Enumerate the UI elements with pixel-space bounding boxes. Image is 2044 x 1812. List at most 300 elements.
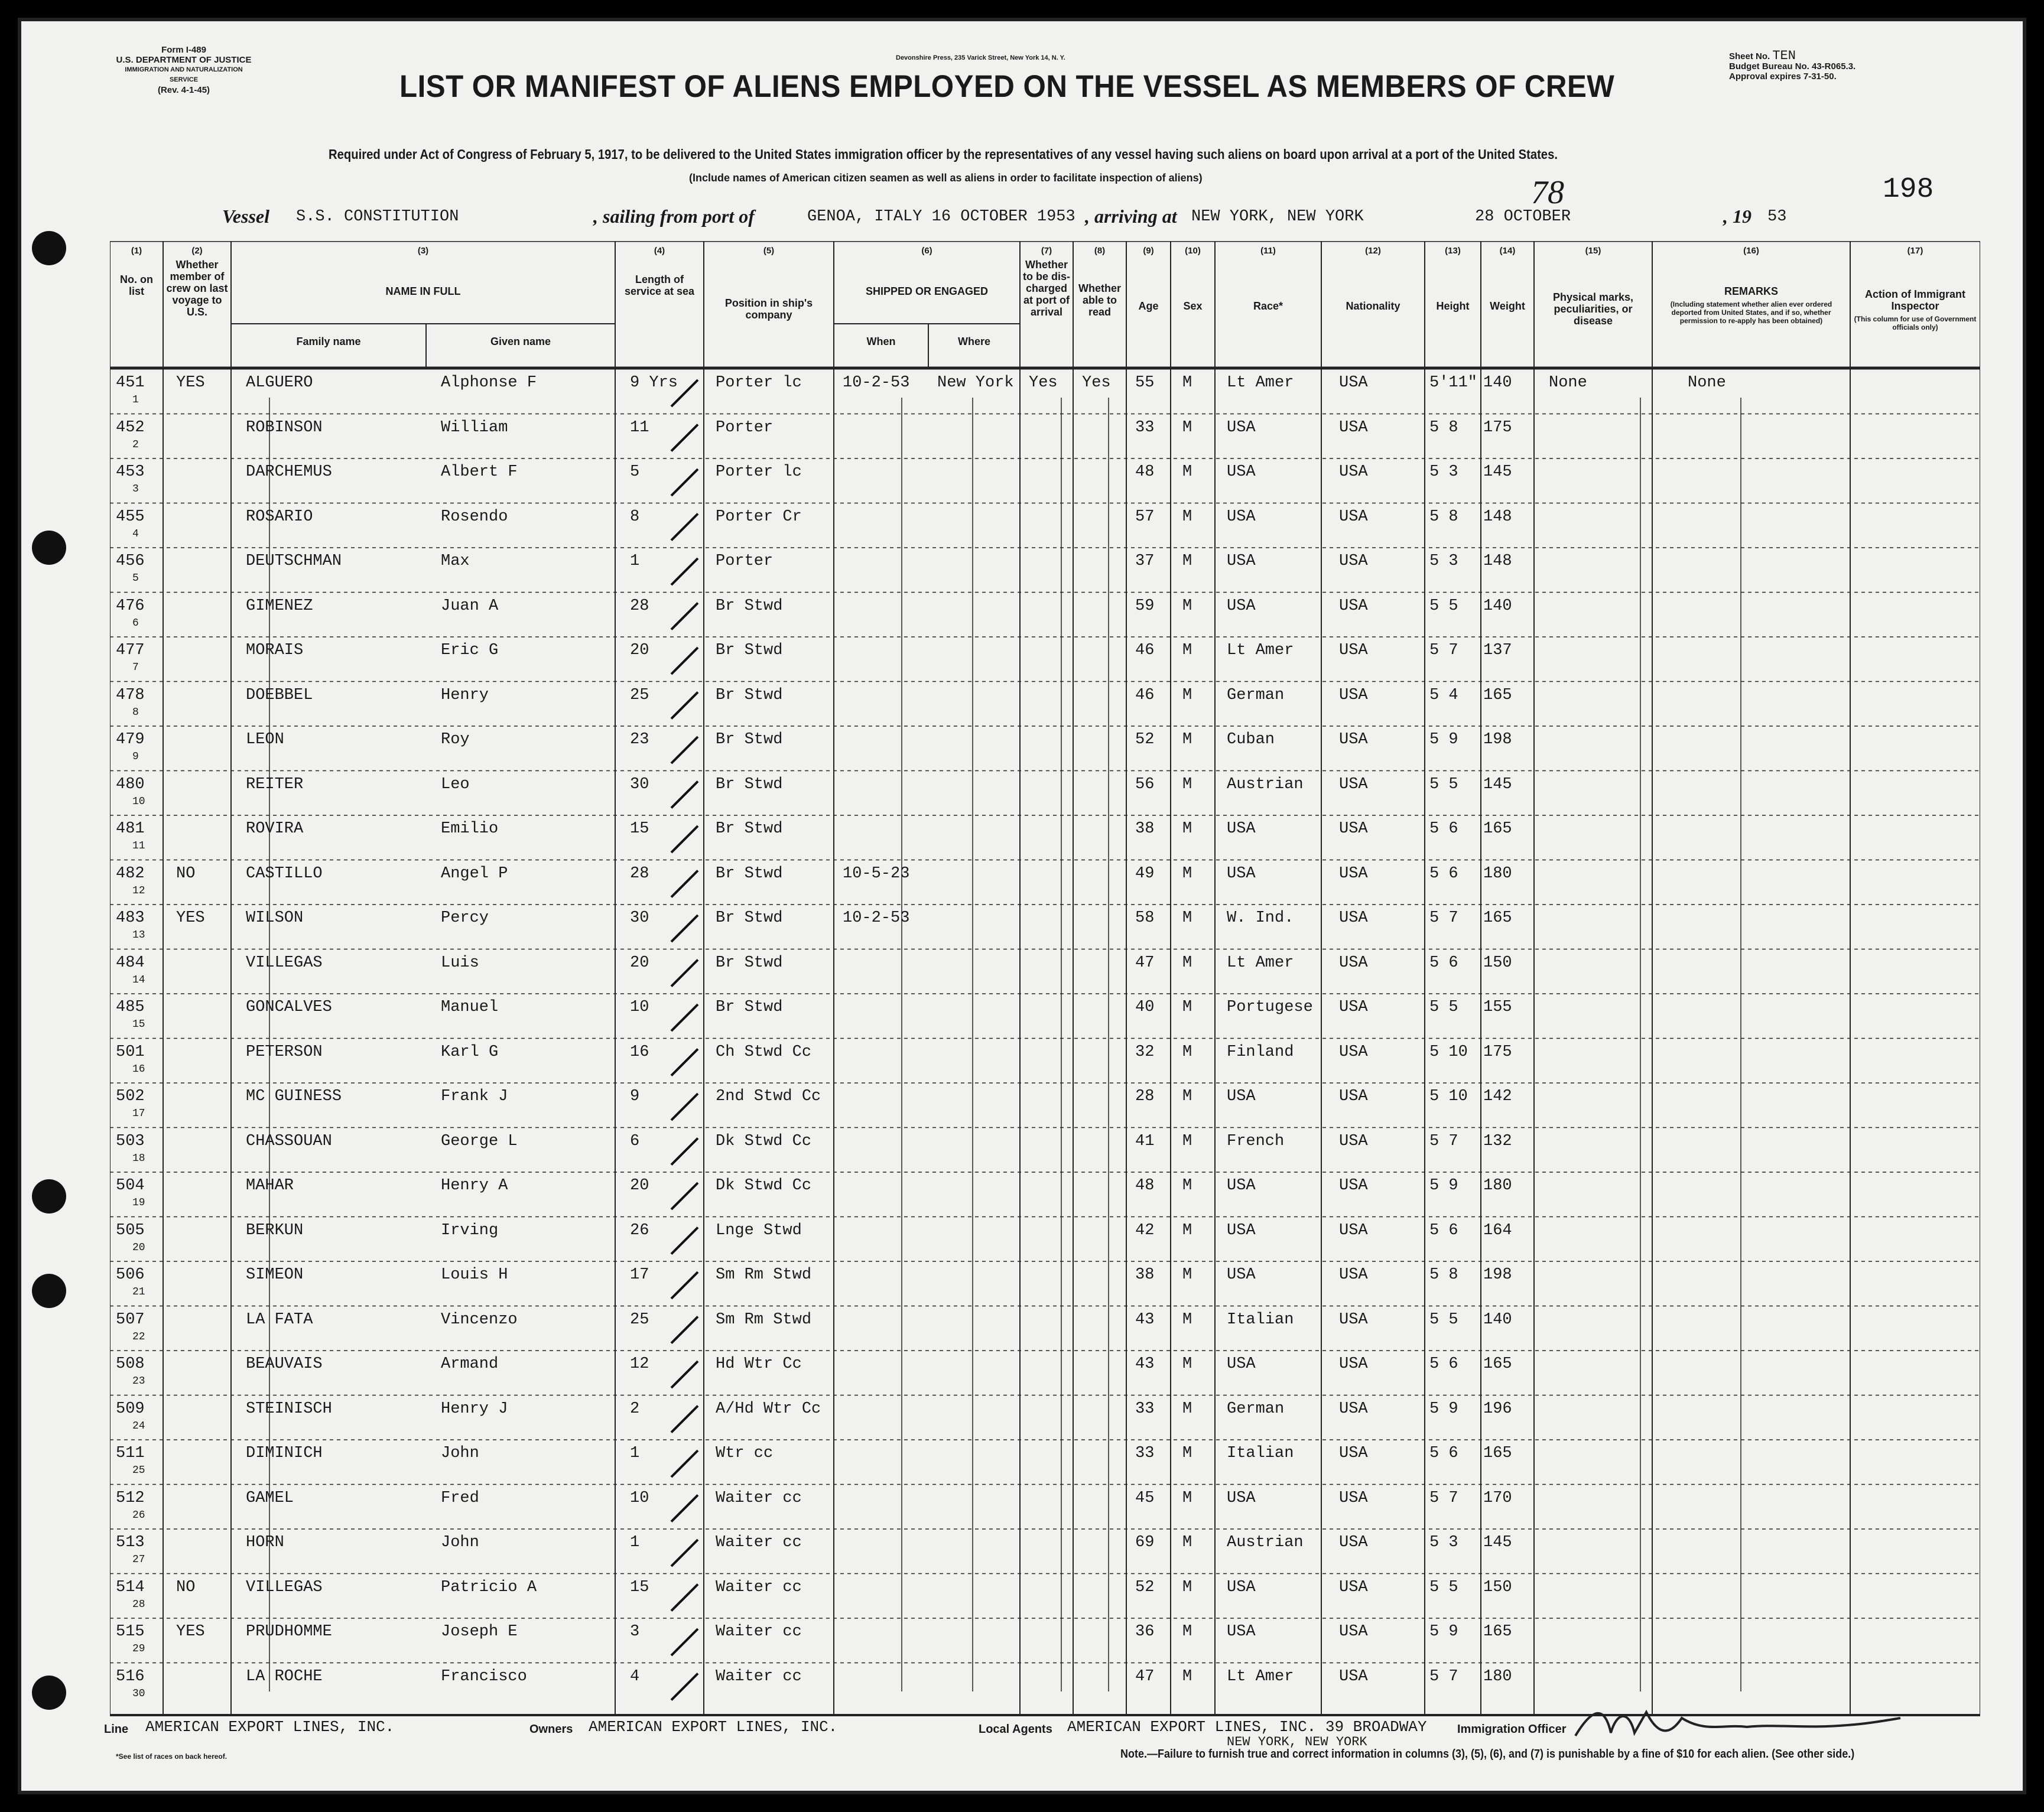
cell-sex: M bbox=[1182, 1355, 1192, 1373]
column-number: (5) bbox=[763, 246, 775, 256]
sailing-label: , sailing from port of bbox=[593, 206, 755, 227]
cell-no: 452 bbox=[116, 418, 145, 437]
cell-no: 505 bbox=[116, 1221, 145, 1240]
cell-service: 2 bbox=[630, 1400, 640, 1418]
cell-height: 5 3 bbox=[1429, 552, 1458, 570]
cell-crew: YES bbox=[176, 374, 205, 392]
cell-position: Porter Cr bbox=[716, 508, 802, 526]
cell-height: 5 9 bbox=[1429, 1623, 1458, 1641]
cell-remarks: None bbox=[1688, 374, 1726, 392]
cell-no: 476 bbox=[116, 597, 145, 615]
cell-given: Leo bbox=[441, 775, 470, 793]
cell-no: 512 bbox=[116, 1489, 145, 1507]
cell-height: 5 4 bbox=[1429, 686, 1458, 704]
cell-age: 46 bbox=[1135, 642, 1155, 659]
cell-given: John bbox=[441, 1445, 479, 1462]
sheet-number-block bbox=[1729, 48, 1856, 82]
cell-service: 1 bbox=[630, 552, 640, 570]
cell-age: 36 bbox=[1135, 1623, 1155, 1641]
cell-age: 55 bbox=[1135, 374, 1155, 392]
punch-hole bbox=[32, 1179, 66, 1214]
cell-weight: 142 bbox=[1483, 1088, 1512, 1105]
cell-height: 5 6 bbox=[1429, 1445, 1458, 1462]
cell-no: 501 bbox=[116, 1043, 145, 1061]
cell-sex: M bbox=[1182, 1177, 1192, 1195]
cell-age: 58 bbox=[1135, 909, 1155, 927]
cell-given: Albert F bbox=[441, 463, 518, 481]
race-note: *See list of races on back hereof. bbox=[116, 1752, 228, 1761]
cell-line-number: 6 bbox=[132, 617, 139, 629]
cell-service: 25 bbox=[630, 1310, 649, 1329]
cell-height: 5 3 bbox=[1429, 463, 1458, 481]
cell-nat: USA bbox=[1339, 374, 1368, 392]
cell-sex: M bbox=[1182, 1445, 1192, 1462]
cell-service: 15 bbox=[630, 1578, 649, 1596]
cell-given: Frank J bbox=[441, 1088, 508, 1105]
cell-position: Br Stwd bbox=[716, 909, 783, 927]
cell-race: USA bbox=[1227, 552, 1256, 570]
service: IMMIGRATION AND NATURALIZATION SERVICE bbox=[125, 66, 243, 83]
cell-position: Hd Wtr Cc bbox=[716, 1355, 802, 1373]
cell-race: USA bbox=[1227, 1355, 1256, 1373]
cell-line-number: 10 bbox=[132, 795, 145, 808]
crew-table bbox=[110, 241, 1980, 1718]
cell-age: 52 bbox=[1135, 1578, 1155, 1596]
cell-no: 502 bbox=[116, 1088, 145, 1105]
cell-given: Eric G bbox=[441, 642, 499, 659]
cell-no: 506 bbox=[116, 1266, 145, 1284]
cell-position: Lnge Stwd bbox=[716, 1221, 802, 1240]
cell-service: 4 bbox=[630, 1667, 640, 1686]
cell-position: Br Stwd bbox=[716, 864, 783, 883]
column-header-c16b: (Including statement whether alien ever ordered deported from United States, and if so, whether permission to re-apply has been obtained) bbox=[1670, 300, 1832, 325]
cell-weight: 180 bbox=[1483, 864, 1512, 883]
column-header-c12: Nationality bbox=[1346, 300, 1400, 312]
cell-race: Italian bbox=[1227, 1310, 1294, 1329]
cell-position: Br Stwd bbox=[716, 731, 783, 749]
cell-family: ROVIRA bbox=[246, 820, 304, 838]
column-number: (15) bbox=[1585, 246, 1601, 256]
cell-discharged: Yes bbox=[1029, 374, 1058, 392]
cell-given: Louis H bbox=[441, 1266, 508, 1284]
cell-weight: 198 bbox=[1483, 731, 1512, 749]
table-row bbox=[110, 909, 1980, 954]
cell-position: Porter bbox=[716, 552, 774, 570]
cell-given: Max bbox=[441, 552, 470, 570]
cell-nat: USA bbox=[1339, 998, 1368, 1016]
cell-family: LA FATA bbox=[246, 1310, 313, 1329]
line-value: AMERICAN EXPORT LINES, INC. bbox=[145, 1718, 395, 1736]
cell-position: Sm Rm Stwd bbox=[716, 1310, 812, 1329]
cell-family: DIMINICH bbox=[246, 1445, 323, 1462]
cell-race: USA bbox=[1227, 463, 1256, 481]
cell-race: USA bbox=[1227, 1177, 1256, 1195]
cell-sex: M bbox=[1182, 909, 1192, 927]
cell-race: USA bbox=[1227, 1221, 1256, 1240]
column-header-c4: Length of service at sea bbox=[624, 274, 695, 297]
agents-value-2: NEW YORK, NEW YORK bbox=[1227, 1735, 1367, 1749]
cell-race: USA bbox=[1227, 1088, 1256, 1105]
cell-position: Waiter cc bbox=[716, 1534, 802, 1551]
cell-position: Br Stwd bbox=[716, 775, 783, 793]
cell-family: MC GUINESS bbox=[246, 1088, 342, 1105]
cell-no: 483 bbox=[116, 909, 145, 927]
cell-family: PETERSON bbox=[246, 1043, 323, 1061]
cell-position: 2nd Stwd Cc bbox=[716, 1088, 821, 1105]
cell-line-number: 30 bbox=[132, 1687, 145, 1700]
cell-sex: M bbox=[1182, 864, 1192, 883]
owners-value: AMERICAN EXPORT LINES, INC. bbox=[589, 1718, 838, 1736]
cell-position: Waiter cc bbox=[716, 1623, 802, 1641]
cell-age: 33 bbox=[1135, 418, 1155, 437]
cell-weight: 145 bbox=[1483, 1534, 1512, 1551]
cell-height: 5 7 bbox=[1429, 1489, 1458, 1507]
column-header-c15: Physical marks, peculiarities, or disease bbox=[1552, 291, 1634, 327]
cell-race: USA bbox=[1227, 1489, 1256, 1507]
cell-family: REITER bbox=[246, 775, 304, 793]
cell-height: 5 6 bbox=[1429, 864, 1458, 883]
cell-line-number: 16 bbox=[132, 1063, 145, 1075]
cell-no: 508 bbox=[116, 1355, 145, 1373]
table-row bbox=[110, 1133, 1980, 1177]
vessel-label: Vessel bbox=[222, 206, 269, 227]
cell-given: Karl G bbox=[441, 1043, 499, 1061]
arriving-label: , arriving at bbox=[1085, 206, 1177, 227]
cell-given: Henry bbox=[441, 686, 489, 704]
cell-when: 10-2-53 bbox=[843, 909, 910, 927]
cell-service: 30 bbox=[630, 909, 649, 927]
cell-given: Angel P bbox=[441, 864, 508, 883]
cell-no: 484 bbox=[116, 954, 145, 972]
cell-line-number: 28 bbox=[132, 1598, 145, 1611]
cell-no: 514 bbox=[116, 1578, 145, 1596]
cell-line-number: 12 bbox=[132, 884, 145, 897]
cell-race: Lt Amer bbox=[1227, 642, 1294, 659]
cell-nat: USA bbox=[1339, 820, 1368, 838]
cell-service: 9 Yrs bbox=[630, 374, 678, 392]
cell-position: Ch Stwd Cc bbox=[716, 1043, 812, 1061]
cell-height: 5 8 bbox=[1429, 508, 1458, 526]
cell-age: 33 bbox=[1135, 1445, 1155, 1462]
cell-age: 47 bbox=[1135, 1667, 1155, 1686]
cell-given: Henry J bbox=[441, 1400, 508, 1418]
cell-service: 8 bbox=[630, 508, 640, 526]
cell-no: 479 bbox=[116, 731, 145, 749]
cell-nat: USA bbox=[1339, 1623, 1368, 1641]
column-number: (16) bbox=[1743, 246, 1759, 256]
cell-weight: 180 bbox=[1483, 1667, 1512, 1686]
cell-nat: USA bbox=[1339, 1221, 1368, 1240]
cell-sex: M bbox=[1182, 820, 1192, 838]
cell-sex: M bbox=[1182, 374, 1192, 392]
cell-nat: USA bbox=[1339, 1355, 1368, 1373]
cell-position: Waiter cc bbox=[716, 1489, 802, 1507]
column-header-c16: REMARKS bbox=[1724, 285, 1778, 297]
cell-nat: USA bbox=[1339, 686, 1368, 704]
column-header-c3a: Family name bbox=[296, 336, 361, 347]
budget-bureau: Budget Bureau No. 43-R065.3. bbox=[1729, 61, 1856, 71]
cell-service: 25 bbox=[630, 686, 649, 704]
column-number: (2) bbox=[191, 246, 203, 256]
cell-height: 5 6 bbox=[1429, 1221, 1458, 1240]
cell-service: 6 bbox=[630, 1132, 640, 1150]
cell-sex: M bbox=[1182, 686, 1192, 704]
arriving-value: NEW YORK, NEW YORK bbox=[1191, 208, 1364, 226]
cell-weight: 155 bbox=[1483, 998, 1512, 1016]
cell-age: 38 bbox=[1135, 820, 1155, 838]
cell-sex: M bbox=[1182, 1266, 1192, 1284]
officer-signature bbox=[1569, 1700, 1912, 1748]
column-number: (10) bbox=[1185, 246, 1201, 256]
cell-given: Emilio bbox=[441, 820, 499, 838]
cell-age: 59 bbox=[1135, 597, 1155, 615]
cell-race: Italian bbox=[1227, 1445, 1294, 1462]
cell-family: GIMENEZ bbox=[246, 597, 313, 615]
table-row bbox=[110, 731, 1980, 776]
cell-family: ROSARIO bbox=[246, 508, 313, 526]
cell-sex: M bbox=[1182, 775, 1192, 793]
cell-service: 9 bbox=[630, 1088, 640, 1105]
cell-sex: M bbox=[1182, 1578, 1192, 1596]
cell-no: 456 bbox=[116, 552, 145, 570]
cell-no: 485 bbox=[116, 998, 145, 1016]
cell-position: Sm Rm Stwd bbox=[716, 1266, 812, 1284]
cell-service: 15 bbox=[630, 820, 649, 838]
agents-label: Local Agents bbox=[979, 1723, 1052, 1736]
cell-line-number: 24 bbox=[132, 1420, 145, 1432]
cell-line-number: 13 bbox=[132, 929, 145, 941]
cell-sex: M bbox=[1182, 597, 1192, 615]
column-number: (6) bbox=[921, 246, 932, 256]
column-header-c8: Whether able to read bbox=[1078, 282, 1121, 318]
cell-nat: USA bbox=[1339, 1266, 1368, 1284]
cell-service: 20 bbox=[630, 954, 649, 972]
cell-age: 37 bbox=[1135, 552, 1155, 570]
penalty-note: Note.—Failure to furnish true and correct information in columns (3), (5), (6), and (7) is punishable by a fine of $10 for each alien. (See other side.) bbox=[1120, 1748, 1855, 1761]
cell-weight: 140 bbox=[1483, 374, 1512, 392]
cell-sex: M bbox=[1182, 1088, 1192, 1105]
cell-family: HORN bbox=[246, 1534, 284, 1551]
cell-crew: YES bbox=[176, 1623, 205, 1641]
cell-weight: 140 bbox=[1483, 597, 1512, 615]
cell-given: George L bbox=[441, 1132, 518, 1150]
cell-nat: USA bbox=[1339, 909, 1368, 927]
column-header-c11: Race* bbox=[1253, 300, 1283, 312]
cell-age: 40 bbox=[1135, 998, 1155, 1016]
cell-family: ALGUERO bbox=[246, 374, 313, 392]
table-row bbox=[110, 1177, 1980, 1222]
column-header-c17b: (This column for use of Government officials only) bbox=[1854, 315, 1977, 331]
cell-race: Cuban bbox=[1227, 731, 1275, 749]
cell-family: MORAIS bbox=[246, 642, 304, 659]
cell-weight: 145 bbox=[1483, 463, 1512, 481]
cell-height: 5 5 bbox=[1429, 998, 1458, 1016]
cell-nat: USA bbox=[1339, 775, 1368, 793]
column-header-c2: Whether member of crew on last voyage to U.S. bbox=[166, 259, 228, 318]
cell-height: 5'11" bbox=[1429, 374, 1478, 392]
cell-family: BERKUN bbox=[246, 1221, 304, 1240]
cell-weight: 165 bbox=[1483, 1623, 1512, 1641]
cell-no: 478 bbox=[116, 686, 145, 704]
punch-hole bbox=[32, 531, 66, 565]
cell-race: USA bbox=[1227, 508, 1256, 526]
column-header-c3b: Given name bbox=[490, 336, 551, 347]
cell-given: Henry A bbox=[441, 1177, 508, 1195]
cell-position: Porter lc bbox=[716, 374, 802, 392]
cell-position: Br Stwd bbox=[716, 597, 783, 615]
cell-position: Wtr cc bbox=[716, 1445, 774, 1462]
cell-height: 5 5 bbox=[1429, 1578, 1458, 1596]
column-number: (8) bbox=[1094, 246, 1106, 256]
table-row bbox=[110, 1355, 1980, 1400]
cell-weight: 165 bbox=[1483, 820, 1512, 838]
table-row bbox=[110, 1311, 1980, 1356]
cell-race: German bbox=[1227, 686, 1285, 704]
cell-line-number: 23 bbox=[132, 1375, 145, 1387]
printer-line: Devonshire Press, 235 Varick Street, New York 14, N. Y. bbox=[896, 54, 1065, 61]
table-row bbox=[110, 508, 1980, 553]
cell-sex: M bbox=[1182, 1132, 1192, 1150]
cell-age: 48 bbox=[1135, 463, 1155, 481]
cell-line-number: 3 bbox=[132, 483, 139, 495]
cell-height: 5 7 bbox=[1429, 642, 1458, 659]
cell-age: 69 bbox=[1135, 1534, 1155, 1551]
table-row bbox=[110, 642, 1980, 687]
cell-weight: 164 bbox=[1483, 1221, 1512, 1240]
year-value: 53 bbox=[1767, 208, 1787, 226]
cell-weight: 165 bbox=[1483, 1445, 1512, 1462]
cell-family: PRUDHOMME bbox=[246, 1623, 332, 1641]
cell-race: Austrian bbox=[1227, 1534, 1304, 1551]
table-row bbox=[110, 1534, 1980, 1579]
cell-race: Lt Amer bbox=[1227, 954, 1294, 972]
cell-sex: M bbox=[1182, 1489, 1192, 1507]
cell-family: DOEBBEL bbox=[246, 686, 313, 704]
table-row bbox=[110, 597, 1980, 642]
cell-weight: 198 bbox=[1483, 1266, 1512, 1284]
cell-when: 10-2-53 bbox=[843, 374, 910, 392]
cell-age: 45 bbox=[1135, 1489, 1155, 1507]
cell-given: Patricio A bbox=[441, 1578, 537, 1596]
cell-age: 46 bbox=[1135, 686, 1155, 704]
manifest-sheet bbox=[18, 18, 2026, 1794]
cell-nat: USA bbox=[1339, 1310, 1368, 1329]
table-row bbox=[110, 1266, 1980, 1311]
cell-nat: USA bbox=[1339, 552, 1368, 570]
cell-no: 451 bbox=[116, 374, 145, 392]
cell-height: 5 9 bbox=[1429, 1177, 1458, 1195]
revision: (Rev. 4-1-45) bbox=[157, 85, 210, 95]
cell-nat: USA bbox=[1339, 954, 1368, 972]
cell-given: Francisco bbox=[441, 1667, 527, 1686]
column-number: (4) bbox=[654, 246, 665, 256]
cell-service: 20 bbox=[630, 1177, 649, 1195]
cell-sex: M bbox=[1182, 463, 1192, 481]
column-number: (12) bbox=[1365, 246, 1381, 256]
cell-line-number: 14 bbox=[132, 974, 145, 986]
cell-sex: M bbox=[1182, 508, 1192, 526]
form-identifier bbox=[113, 45, 255, 95]
cell-given: Juan A bbox=[441, 597, 499, 615]
cell-position: Porter bbox=[716, 418, 774, 437]
cell-crew: NO bbox=[176, 1578, 196, 1596]
cell-age: 49 bbox=[1135, 864, 1155, 883]
cell-line-number: 8 bbox=[132, 706, 139, 718]
cell-height: 5 7 bbox=[1429, 1667, 1458, 1686]
year-label: , 19 bbox=[1723, 206, 1751, 227]
cell-nat: USA bbox=[1339, 1132, 1368, 1150]
cell-height: 5 6 bbox=[1429, 1355, 1458, 1373]
column-header-c13: Height bbox=[1436, 300, 1470, 312]
cell-sex: M bbox=[1182, 731, 1192, 749]
cell-nat: USA bbox=[1339, 1534, 1368, 1551]
cell-service: 28 bbox=[630, 597, 649, 615]
cell-nat: USA bbox=[1339, 1667, 1368, 1686]
cell-service: 26 bbox=[630, 1221, 649, 1240]
cell-race: USA bbox=[1227, 864, 1256, 883]
cell-service: 30 bbox=[630, 775, 649, 793]
table-row bbox=[110, 1043, 1980, 1088]
cell-age: 48 bbox=[1135, 1177, 1155, 1195]
cell-given: Manuel bbox=[441, 998, 499, 1016]
cell-age: 38 bbox=[1135, 1266, 1155, 1284]
cell-service: 10 bbox=[630, 1489, 649, 1507]
cell-service: 3 bbox=[630, 1623, 640, 1641]
cell-age: 56 bbox=[1135, 775, 1155, 793]
cell-given: Percy bbox=[441, 909, 489, 927]
cell-service: 5 bbox=[630, 463, 640, 481]
cell-age: 33 bbox=[1135, 1400, 1155, 1418]
cell-age: 28 bbox=[1135, 1088, 1155, 1105]
column-header-c1: No. on list bbox=[120, 274, 153, 297]
punch-hole bbox=[32, 231, 66, 265]
vessel-value: S.S. CONSTITUTION bbox=[296, 208, 459, 226]
table-row bbox=[110, 1623, 1980, 1668]
department: U.S. DEPARTMENT OF JUSTICE bbox=[116, 55, 252, 65]
table-row bbox=[110, 1489, 1980, 1534]
cell-service: 11 bbox=[630, 418, 649, 437]
cell-nat: USA bbox=[1339, 463, 1368, 481]
cell-weight: 165 bbox=[1483, 909, 1512, 927]
table-row bbox=[110, 954, 1980, 999]
cell-weight: 175 bbox=[1483, 418, 1512, 437]
table-row bbox=[110, 1445, 1980, 1489]
cell-age: 42 bbox=[1135, 1221, 1155, 1240]
cell-family: WILSON bbox=[246, 909, 304, 927]
cell-family: VILLEGAS bbox=[246, 1578, 323, 1596]
table-row bbox=[110, 419, 1980, 464]
cell-family: BEAUVAIS bbox=[246, 1355, 323, 1373]
cell-family: LA ROCHE bbox=[246, 1667, 323, 1686]
cell-no: 516 bbox=[116, 1667, 145, 1686]
cell-family: GONCALVES bbox=[246, 998, 332, 1016]
cell-race: W. Ind. bbox=[1227, 909, 1294, 927]
cell-no: 503 bbox=[116, 1132, 145, 1150]
cell-age: 43 bbox=[1135, 1310, 1155, 1329]
column-number: (14) bbox=[1499, 246, 1516, 256]
cell-weight: 165 bbox=[1483, 1355, 1512, 1373]
cell-nat: USA bbox=[1339, 1578, 1368, 1596]
cell-position: Waiter cc bbox=[716, 1578, 802, 1596]
cell-weight: 150 bbox=[1483, 954, 1512, 972]
cell-nat: USA bbox=[1339, 731, 1368, 749]
cell-sex: M bbox=[1182, 1667, 1192, 1686]
table-row bbox=[110, 1400, 1980, 1445]
cell-service: 16 bbox=[630, 1043, 649, 1061]
cell-height: 5 5 bbox=[1429, 597, 1458, 615]
cell-family: CASTILLO bbox=[246, 864, 323, 883]
column-header-c9: Age bbox=[1138, 300, 1159, 312]
